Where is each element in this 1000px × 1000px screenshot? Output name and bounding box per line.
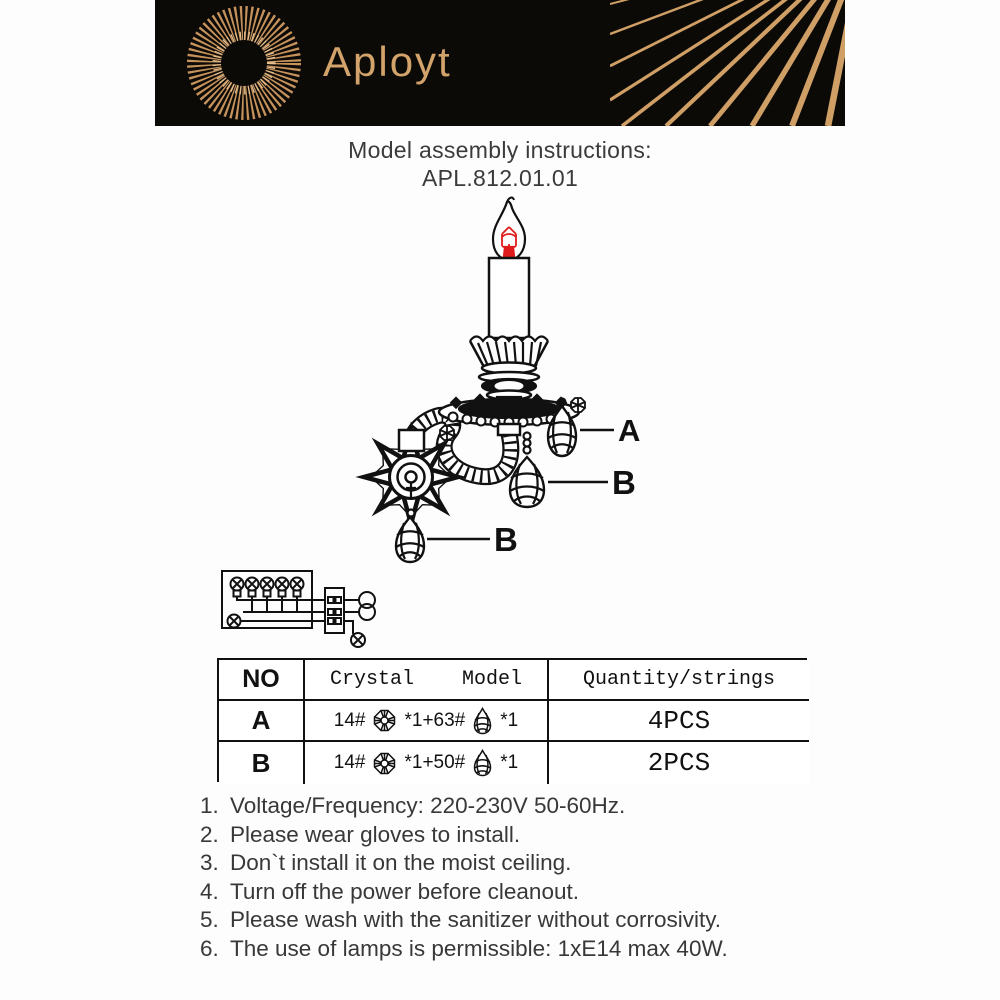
corner-rays-icon	[610, 0, 845, 126]
table-row-a-no: A	[219, 701, 305, 742]
figure-label-b-arm: B	[612, 464, 636, 501]
instruction-item: 2. Please wear gloves to install.	[200, 821, 521, 847]
instruction-item: 3. Don`t install it on the moist ceiling.	[200, 850, 572, 875]
octagon-crystal-icon	[373, 752, 396, 775]
wall-plate	[364, 430, 458, 524]
crystal-table	[217, 658, 807, 782]
figure-label-a: A	[618, 413, 641, 448]
lamp-symbol-icon	[231, 578, 304, 597]
page-title: Model assembly instructions:	[348, 137, 652, 163]
teardrop-crystal-icon	[473, 707, 492, 735]
wiring-diagram	[205, 560, 390, 655]
table-row-a-model: 14# *1+63# *1	[305, 701, 549, 742]
brand-name: Aployt	[323, 38, 452, 85]
starburst-icon	[183, 2, 305, 124]
table-header-quantity: Quantity/strings	[549, 660, 809, 701]
table-row-b-quantity: 2PCS	[549, 742, 809, 784]
table-header-crystal-model: Crystal Model	[305, 660, 549, 701]
table-row-b-no: B	[219, 742, 305, 784]
teardrop-crystal-icon	[473, 749, 492, 777]
sconce-drawing	[330, 190, 990, 570]
instruction-item: 1. Voltage/Frequency: 220-230V 50-60Hz.	[200, 793, 626, 818]
crystal-b-plate	[396, 517, 424, 562]
instruction-item: 5. Please wash with the sanitizer without corrosivity.	[200, 907, 722, 932]
table-row-b-model: 14# *1+50# *1	[305, 742, 549, 784]
brand-header	[155, 0, 845, 126]
instruction-item: 6. The use of lamps is permissible: 1xE14 max 40W.	[200, 935, 728, 961]
instruction-item: 4. Turn off the power before cleanout.	[200, 878, 579, 904]
title-block	[0, 136, 1000, 192]
table-row-a-quantity: 4PCS	[549, 701, 809, 742]
octagon-crystal-icon	[373, 709, 396, 732]
instructions-list	[200, 792, 840, 963]
figure-label-b-plate: B	[494, 521, 518, 558]
table-header-no: NO	[219, 660, 305, 701]
model-number: APL.812.01.01	[421, 165, 579, 191]
